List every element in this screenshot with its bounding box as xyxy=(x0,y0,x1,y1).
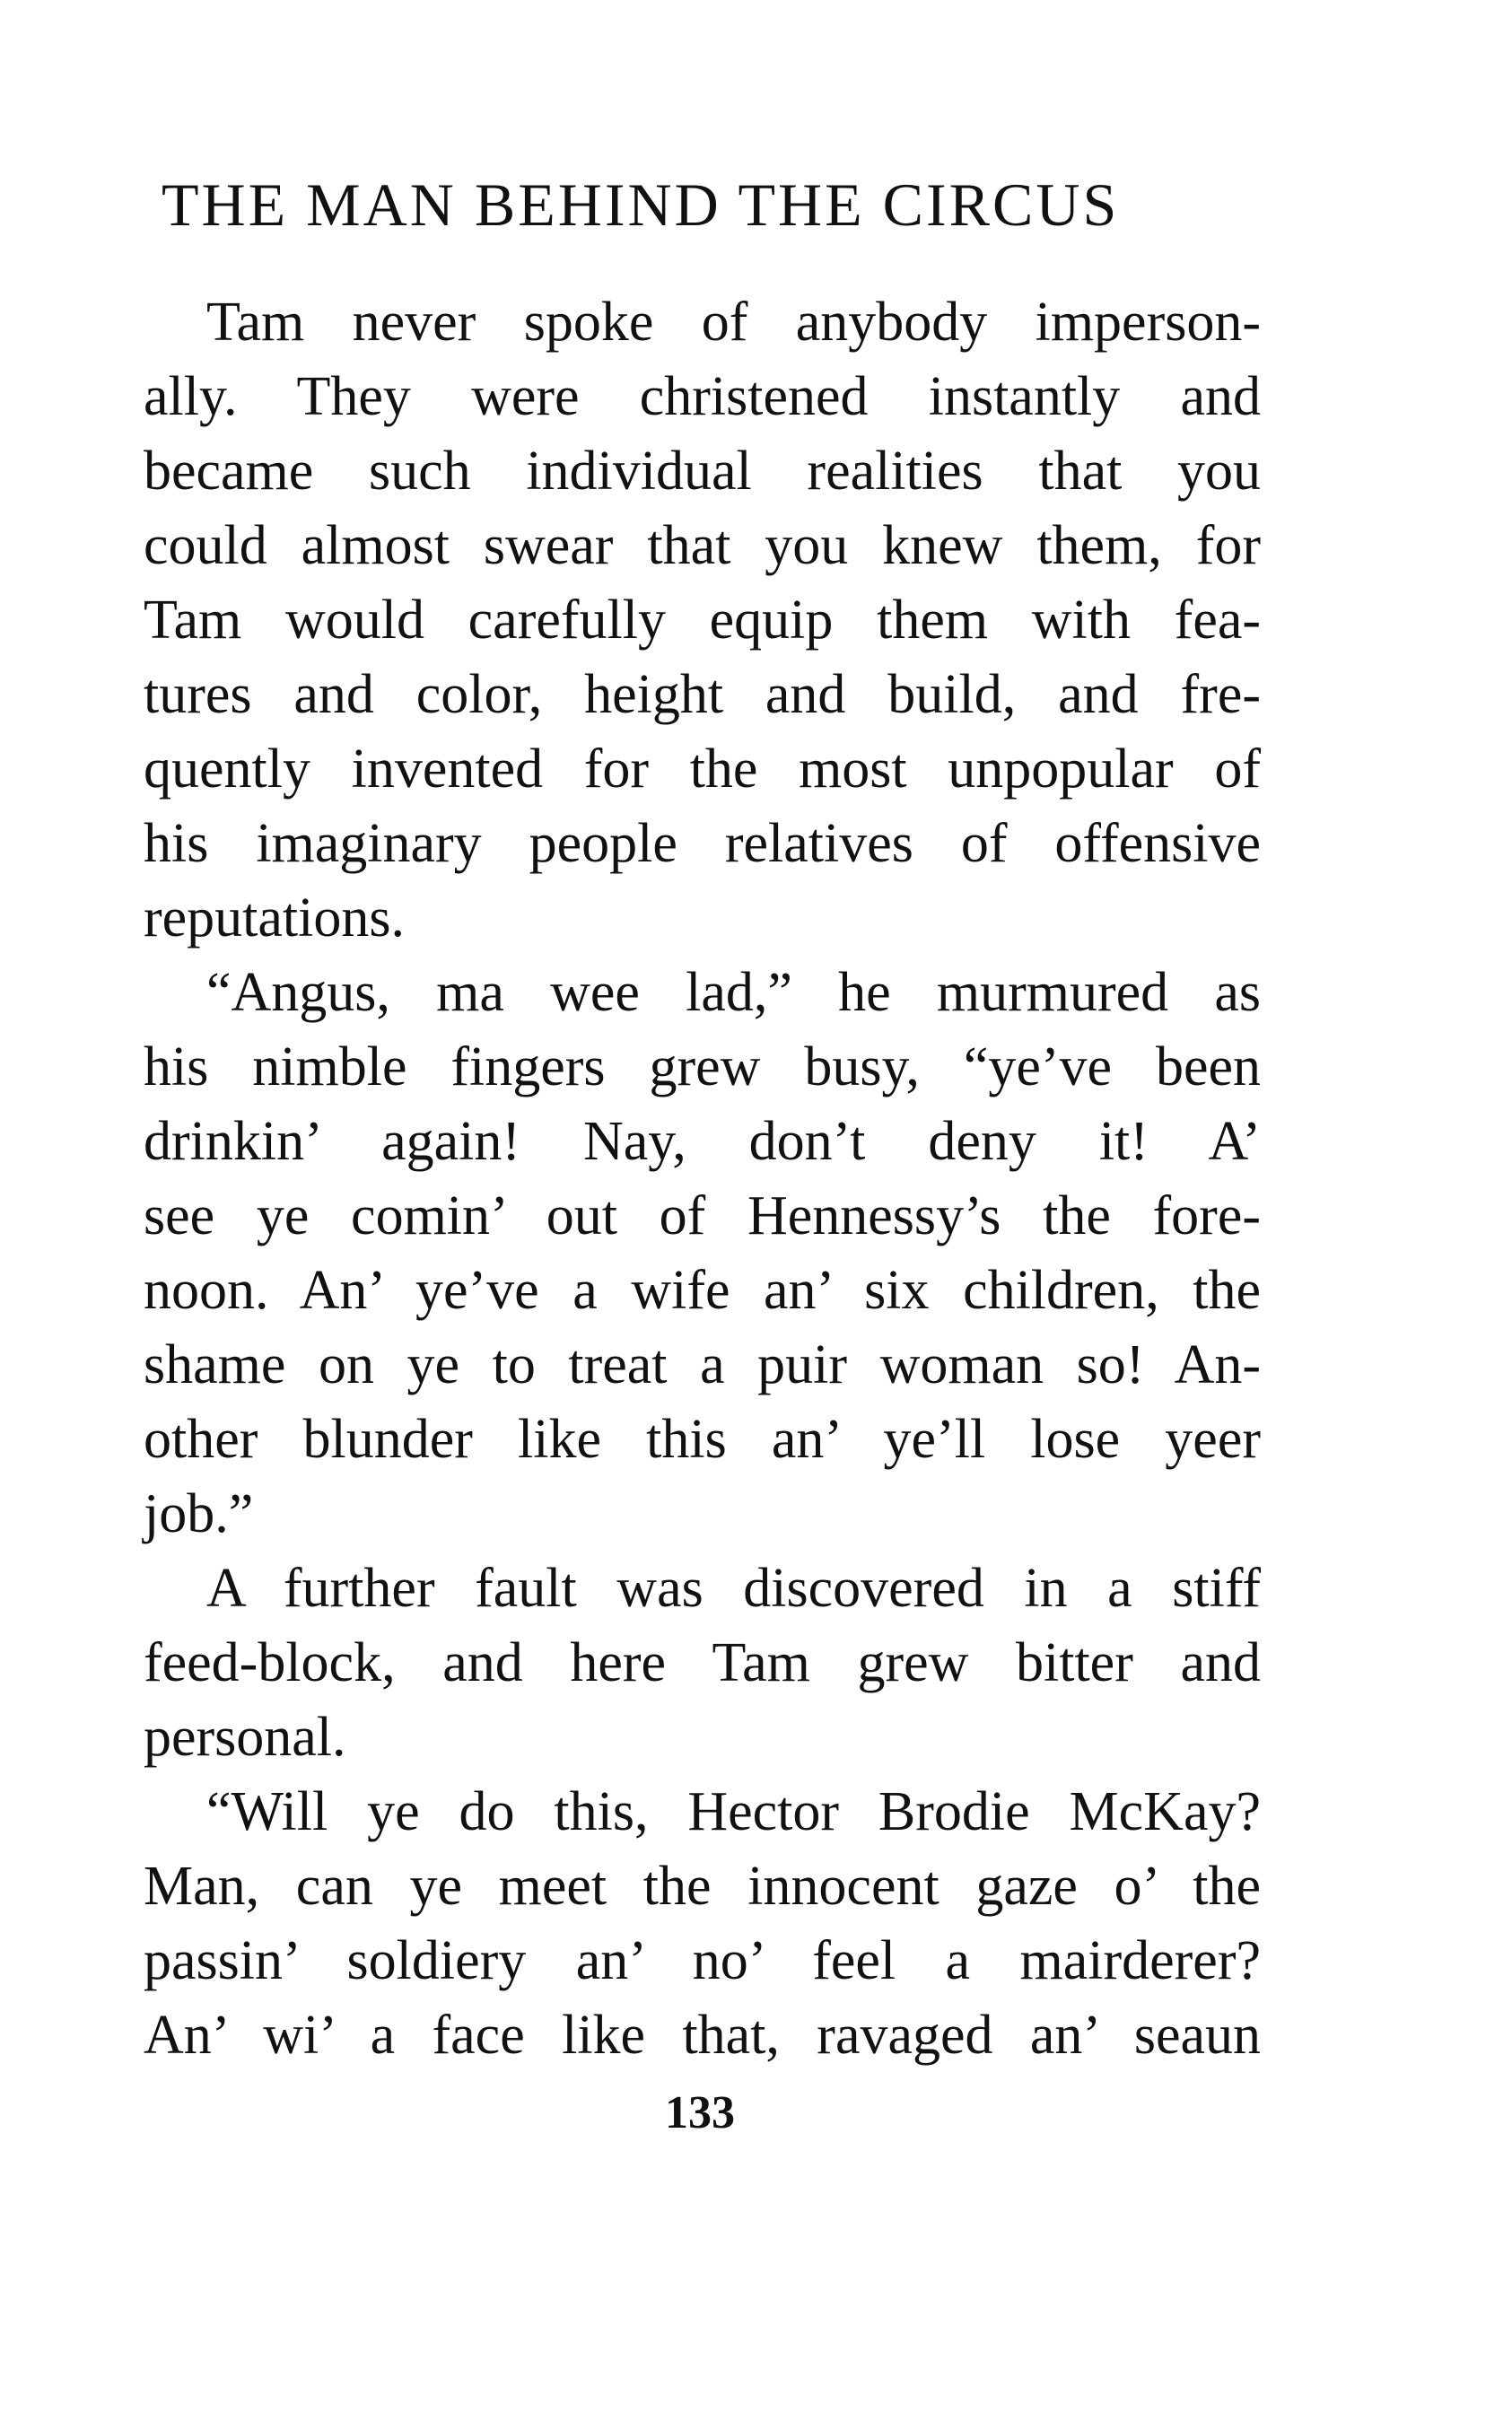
text-line: A further fault was discovered in a stiff xyxy=(206,1558,1261,1619)
text-line: An’ wi’ a face like that, ravaged an’ seaun xyxy=(144,2005,1261,2066)
text-line: job.” xyxy=(144,1483,254,1544)
text-line: Man, can ye meet the innocent gaze o’ the xyxy=(144,1856,1261,1917)
text-line: “Angus, ma wee lad,” he murmured as xyxy=(206,962,1261,1023)
text-line: shame on ye to treat a puir woman so! An- xyxy=(144,1334,1261,1395)
text-line: passin’ soldiery an’ no’ feel a mairderer? xyxy=(144,1930,1261,1991)
text-line: could almost swear that you knew them, for xyxy=(144,515,1261,576)
text-line: tures and color, height and build, and fre- xyxy=(144,664,1261,725)
text-line: other blunder like this an’ ye’ll lose yeer xyxy=(144,1409,1261,1470)
text-line: his nimble fingers grew busy, “ye’ve been xyxy=(144,1036,1261,1097)
text-line: Tam never spoke of anybody imperson- xyxy=(206,292,1261,353)
text-line: reputations. xyxy=(144,887,405,949)
text-line: quently invented for the most unpopular of xyxy=(144,739,1261,800)
text-line: his imaginary people relatives of offensive xyxy=(144,813,1261,874)
text-line: became such individual realities that you xyxy=(144,441,1261,502)
page-number: 133 xyxy=(665,2087,735,2138)
text-line: “Will ye do this, Hector Brodie McKay? xyxy=(206,1781,1261,1842)
text-line: noon. An’ ye’ve a wife an’ six children, the xyxy=(144,1260,1261,1321)
text-line: drinkin’ again! Nay, don’t deny it! A’ xyxy=(144,1111,1261,1172)
text-line: ally. They were christened instantly and xyxy=(144,366,1261,427)
text-line: Tam would carefully equip them with fea- xyxy=(144,590,1261,651)
text-line: personal. xyxy=(144,1707,346,1768)
body-text xyxy=(144,285,1261,2073)
text-line: feed-block, and here Tam grew bitter and xyxy=(144,1632,1261,1693)
text-line: see ye comin’ out of Hennessy’s the fore- xyxy=(144,1185,1261,1246)
running-head: THE MAN BEHIND THE CIRCUS xyxy=(162,170,1120,239)
